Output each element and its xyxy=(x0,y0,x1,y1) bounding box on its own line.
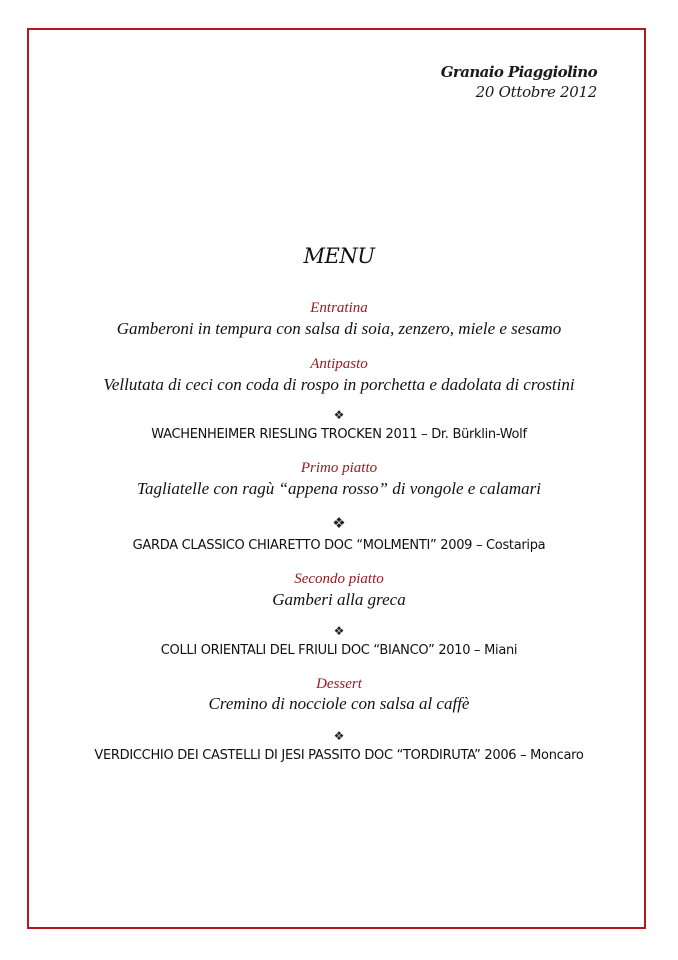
header xyxy=(441,62,597,102)
separator-diamond-icon: ❖ xyxy=(332,514,346,532)
event-date: 20 Ottobre 2012 xyxy=(475,83,597,101)
course-label-dessert: Dessert xyxy=(316,676,362,692)
course-label-entratina: Entratina xyxy=(310,300,368,316)
dish-dessert: Cremino di nocciole con salsa al caffè xyxy=(208,694,470,713)
venue-name: Granaio Piaggiolino xyxy=(440,63,597,81)
wine-pairing-2: GARDA CLASSICO CHIARETTO DOC “MOLMENTI” 2009 – Costaripa xyxy=(132,538,546,553)
separator-diamond-icon: ❖ xyxy=(333,408,345,422)
wine-pairing-4: VERDICCHIO DEI CASTELLI DI JESI PASSITO DOC “TORDIRUTA” 2006 – Moncaro xyxy=(94,748,584,763)
course-label-antipasto: Antipasto xyxy=(310,356,368,372)
course-label-secondo: Secondo piatto xyxy=(294,571,384,587)
separator-diamond-icon: ❖ xyxy=(333,729,345,743)
separator-diamond-icon: ❖ xyxy=(333,624,345,638)
menu-title: MENU xyxy=(303,244,375,268)
dish-secondo: Gamberi alla greca xyxy=(272,590,406,609)
dish-primo: Tagliatelle con ragù “appena rosso” di vongole e calamari xyxy=(137,479,541,498)
wine-pairing-3: COLLI ORIENTALI DEL FRIULI DOC “BIANCO” 2010 – Miani xyxy=(160,643,518,658)
course-label-primo: Primo piatto xyxy=(300,460,378,476)
dish-antipasto: Vellutata di ceci con coda di rospo in porchetta e dadolata di crostini xyxy=(103,375,575,394)
wine-pairing-1: WACHENHEIMER RIESLING TROCKEN 2011 – Dr. Bürklin-Wolf xyxy=(151,427,527,442)
dish-entratina: Gamberoni in tempura con salsa di soia, zenzero, miele e sesamo xyxy=(116,319,562,338)
